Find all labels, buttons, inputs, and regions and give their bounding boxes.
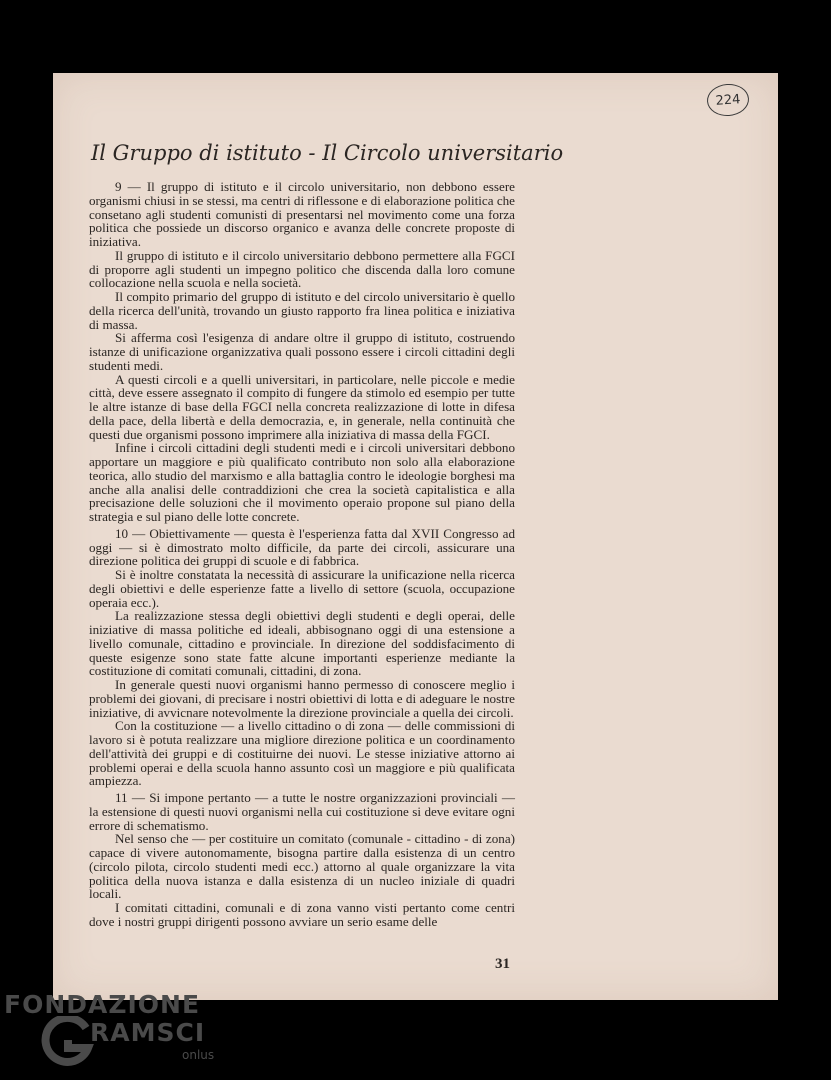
- paragraph: Si è inoltre constatata la necessità di assicurare la unificazione nella ricerca degli obiettivi e delle esperienze fatte a livello di settore (scuola, occupazione operaia ecc.).: [89, 567, 515, 610]
- paragraph: Si afferma così l'esigenza di andare oltre il gruppo di istituto, costruendo istanze di unificazione organizzativa quali possono essere i circoli cittadini degli studenti medi.: [89, 330, 515, 373]
- paragraph: In generale questi nuovi organismi hanno permesso di conoscere meglio i problemi dei giovani, di precisare i nostri obiettivi di lotta e di adeguare le nostre iniziative, di avvicnare notevolmente la direzione provinciale a quella dei circoli.: [89, 677, 515, 720]
- archive-stamp: [706, 83, 750, 118]
- paragraph: Il compito primario del gruppo di istituto e del circolo universitario è quello della ricerca dell'unità, trovando un giusto rapporto fra linea politica e iniziativa di massa.: [89, 289, 515, 332]
- logo-g-icon: [32, 1016, 96, 1068]
- paragraph: I comitati cittadini, comunali e di zona vanno visti pertanto come centri dove i nostri gruppi dirigenti possono avviare un serio esame delle: [89, 900, 515, 929]
- watermark-logo: [4, 990, 214, 1070]
- paragraph: Nel senso che — per costituire un comitato (comunale - cittadino - di zona) capace di vivere autonomamente, bisogna partire dalla esistenza di un centro (circolo pilota, circolo studenti medi ecc.) attorno al quale organizzare la vita politica della nuova istanza e dalla esistenza di un nucleo iniziale di quadri locali.: [89, 831, 515, 902]
- paragraph: La realizzazione stessa degli obiettivi degli studenti e degli operai, delle iniziative di massa politiche ed ideali, abbisognano oggi di una estensione a livello comunale, cittadino e provinciale. In direzione del soddisfacimento di queste esigenze sono state fatte alcune importanti esperienze mediante la costituzione di comitati comunali, cittadini, di zona.: [89, 608, 515, 679]
- paragraph-9: 9 — Il gruppo di istituto e il circolo universitario, non debbono essere organismi chiusi in se stessi, ma centri di riflessone e di elaborazione politica che consetano agli studenti comunisti di presentarsi nel movimento come una forza politica che possiede un discorso organico e avanza delle concrete proposte di iniziativa.: [89, 179, 515, 249]
- logo-suffix: onlus: [182, 1048, 215, 1062]
- logo-text-line1: FONDAZIONE: [4, 990, 201, 1019]
- logo-text-line2: RAMSCI: [90, 1018, 206, 1047]
- paragraph-10: 10 — Obiettivamente — questa è l'esperienza fatta dal XVII Congresso ad oggi — si è dimostrato molto difficile, da parte dei circoli, assicurare una direzione politica dei gruppi di scuole e di fabbrica.: [89, 525, 515, 569]
- paragraph: A questi circoli e a quelli universitari, in particolare, nelle piccole e medie città, deve essere assegnato il compito di fungere da stimolo ed esempio per tutte le altre istanze di base della FGCI nella concreta realizzazione di lotte in difesa della pace, della libertà e della democrazia, e, in generale, nella continuità che questi due organismi possono imprimere alla iniziativa di massa della FGCI.: [89, 371, 515, 442]
- paragraph: Il gruppo di istituto e il circolo universitario debbono permettere alla FGCI di proporre agli studenti un impegno politico che discenda dalla loro comune collocazione nella scuola e nella società.: [89, 247, 515, 291]
- page-number: 31: [495, 956, 510, 972]
- archive-number: 224: [715, 91, 741, 109]
- document-page: [53, 73, 778, 1000]
- page-title: Il Gruppo di istituto - Il Circolo universitario: [91, 141, 564, 165]
- body-text: [89, 180, 515, 929]
- paragraph-11: 11 — Si impone pertanto — a tutte le nostre organizzazioni provinciali — la estensione di questi nuovi organismi nella cui costituzione si deve evitare ogni errore di schematismo.: [89, 790, 515, 833]
- paragraph: Con la costituzione — a livello cittadino o di zona — delle commissioni di lavoro si è potuta realizzare una migliore direzione politica e un coordinamento dell'attività dei gruppi e di costituirne dei nuovi. Le stesse iniziative attorno ai problemi operai e della scuola hanno assunto così un maggiore e più qualificata ampiezza.: [89, 718, 515, 789]
- paragraph: Infine i circoli cittadini degli studenti medi e i circoli universitari debbono apportare un maggiore e più qualificato contributo non solo alla elaborazione teorica, allo studio del marxismo e alla battaglia contro le ideologie borghesi ma anche alla analisi delle contraddizioni che crea la società capitalistica e alla precisazione delle soluzioni che il movimento operaio propone sul piano della strategia e sul piano delle lotte concrete.: [89, 440, 515, 524]
